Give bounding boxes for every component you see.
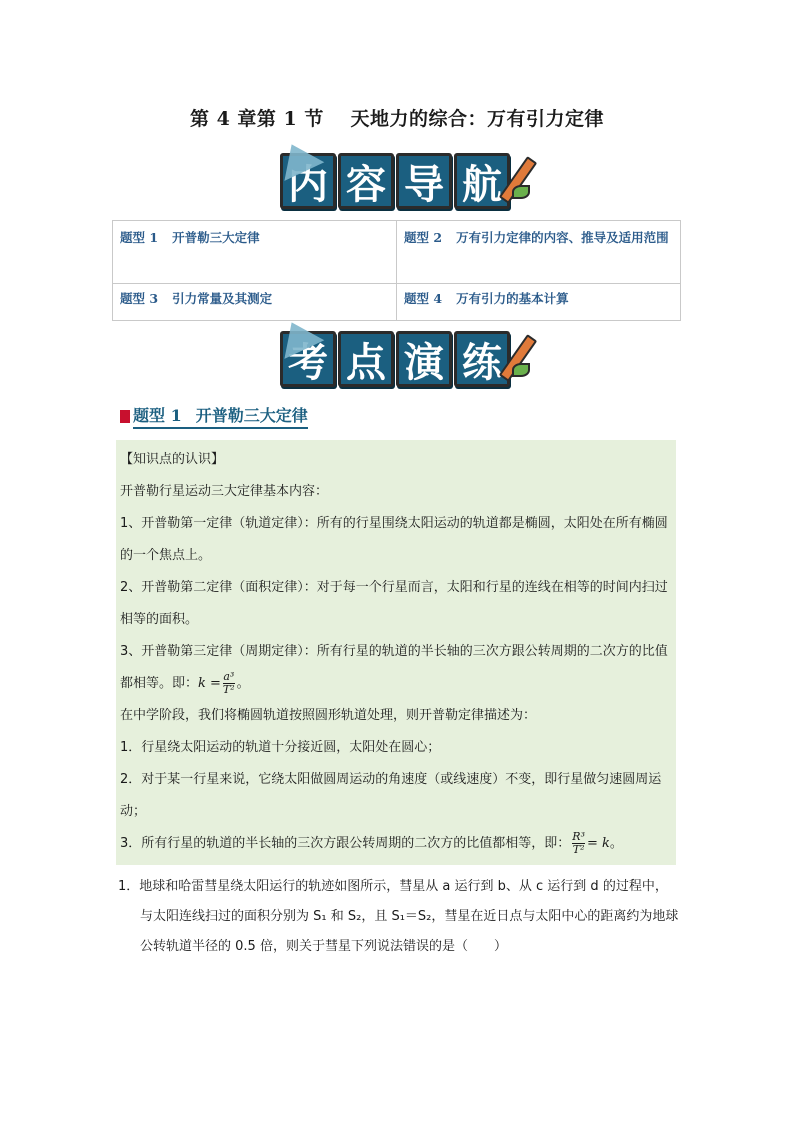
toc-item[interactable] (113, 221, 397, 284)
m3-denominator: T² (572, 843, 585, 856)
red-square-icon (120, 410, 130, 423)
content-navigation-banner (270, 152, 520, 210)
question-text: 1．地球和哈雷彗星绕太阳运行的轨迹如图所示，彗星从 a 运行到 b、从 c 运行到 d 的过程中，与太阳连线扫过的面积分别为 S₁ 和 S₂，且 S₁＝S₂，彗星在近日点与太阳中心的距离约为地球公转轨道半径的 0.5 倍，则关于彗星下列说法错误的是（ ） (118, 879, 679, 954)
kepler-law-3 (120, 636, 672, 700)
section-num: 题型 1 (133, 406, 182, 425)
question-1 (118, 872, 680, 962)
kepler-law-2: 2、开普勒第二定律（面积定律）：对于每一个行星而言，太阳和行星的连线在相等的时间内扫过相等的面积。 (120, 580, 668, 627)
banner-char: 导 (396, 153, 452, 209)
toc-item-label: 万有引力的基本计算 (456, 291, 569, 306)
law3-denominator: T² (222, 683, 235, 696)
toc-item[interactable] (397, 284, 681, 321)
law3-end: 。 (236, 676, 250, 691)
leaf-icon (512, 363, 530, 377)
kepler-law-1: 1、开普勒第一定律（轨道定律）：所有的行星围绕太阳运动的轨道都是椭圆，太阳处在所有椭圆的一个焦点上。 (120, 516, 668, 563)
toc-item-num: 题型 4 (404, 291, 443, 306)
toc-item[interactable] (113, 284, 397, 321)
knowledge-heading: 【知识点的认识】 (120, 452, 225, 467)
law3-numerator: a³ (223, 670, 235, 683)
toc-item-label: 万有引力定律的内容、推导及适用范围 (456, 230, 669, 245)
law3-lhs: k = (198, 676, 221, 691)
banner-char: 演 (396, 331, 452, 387)
law3-fraction (223, 671, 235, 696)
banner-char: 点 (338, 331, 394, 387)
m3-rhs: = k (586, 836, 610, 851)
law3-text: 3、开普勒第三定律（周期定律）：所有行星的轨道的半长轴的三次方跟公转周期的二次方的比值都相等。即： (120, 644, 668, 691)
toc-item-label: 引力常量及其测定 (172, 291, 273, 306)
middle-rule-3 (120, 828, 672, 860)
m3-fraction (572, 831, 585, 856)
banner-char: 练 (454, 331, 510, 387)
toc-item[interactable] (397, 221, 681, 284)
section-label: 开普勒三大定律 (195, 406, 308, 425)
m3-end: 。 (609, 836, 623, 851)
toc-item-num: 题型 3 (120, 291, 159, 306)
banner-char: 航 (454, 153, 510, 209)
knowledge-middle: 在中学阶段，我们将椭圆轨道按照圆形轨道处理，则开普勒定律描述为： (120, 708, 537, 723)
knowledge-intro: 开普勒行星运动三大定律基本内容： (120, 484, 329, 499)
toc-item-num: 题型 1 (120, 230, 159, 245)
middle-rule-1: 1．行星绕太阳运动的轨道十分接近圆，太阳处在圆心； (120, 740, 441, 755)
banner-char: 容 (338, 153, 394, 209)
middle-rule-2: 2．对于某一行星来说，它绕太阳做圆周运动的角速度（或线速度）不变，即行星做匀速圆周运动； (120, 772, 662, 819)
toc-table (112, 220, 681, 321)
m3-numerator: R³ (572, 830, 585, 843)
practice-banner (270, 330, 520, 388)
page-title: 第 4 章第 1 节 天地力的综合：万有引力定律 (189, 108, 604, 130)
leaf-icon (512, 185, 530, 199)
banner-char: 内 (280, 153, 336, 209)
knowledge-box (116, 440, 676, 865)
toc-item-label: 开普勒三大定律 (172, 230, 260, 245)
m3-text: 3．所有行星的轨道的半长轴的三次方跟公转周期的二次方的比值都相等，即： (120, 836, 571, 851)
toc-item-num: 题型 2 (404, 230, 443, 245)
section-heading (120, 403, 308, 429)
banner-char: 考 (280, 331, 336, 387)
